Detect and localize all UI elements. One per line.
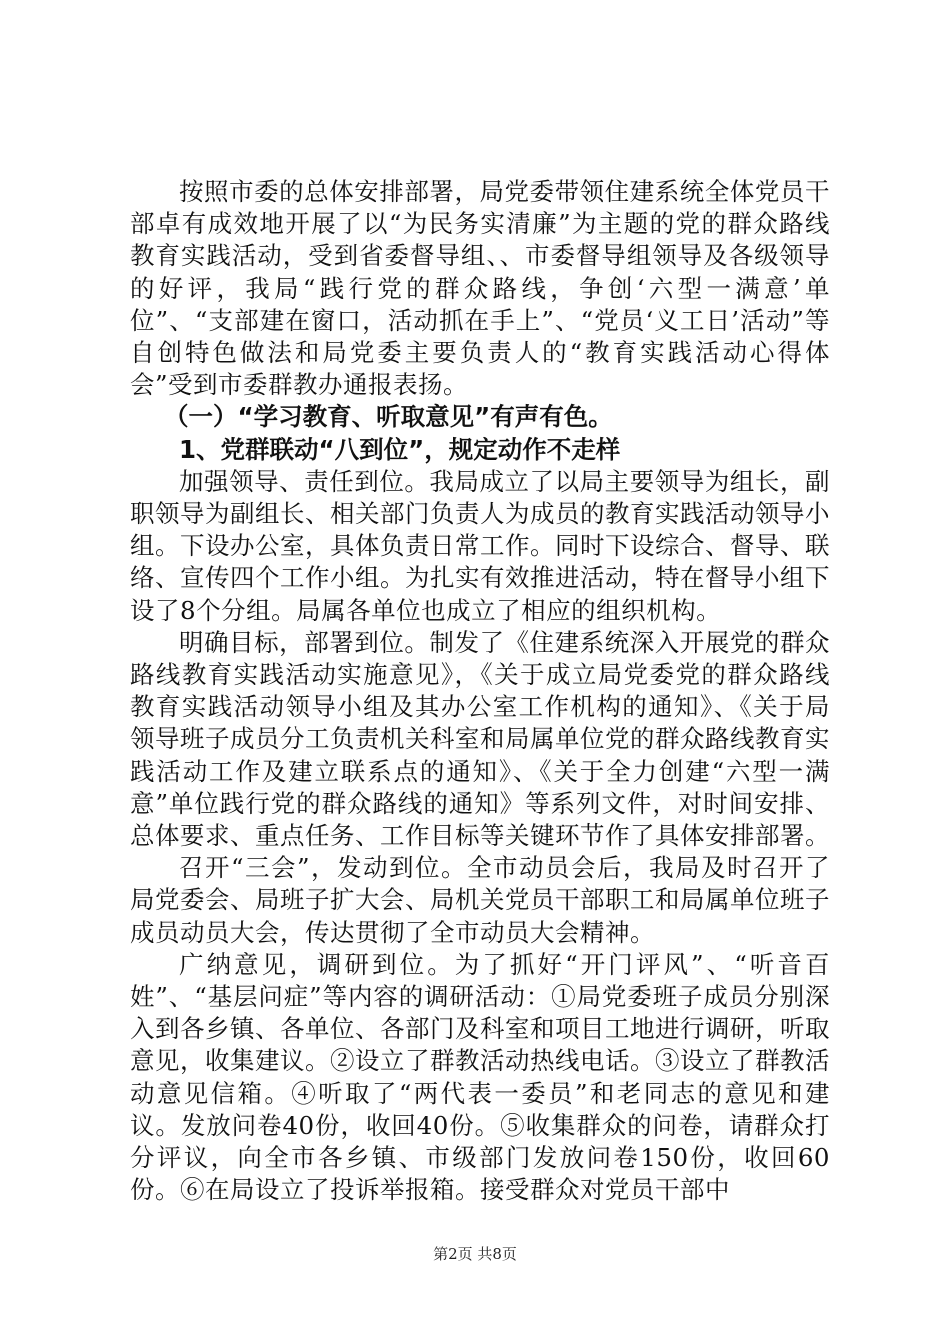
paragraph-leadership: 加强领导、责任到位。我局成立了以局主要领导为组长，副职领导为副组长、相关部门负责人为成员的教育实践活动领导小组。下设办公室，具体负责日常工作。同时下设综合、督导、联络、宣传四个工作小组。为扎实有效推进活动，特在督导小组下设了8个分组。局属各单位也成立了相应的组织机构。: [130, 466, 830, 625]
document-body: [130, 176, 830, 1207]
subsection-heading: 1、党群联动“八到位”，规定动作不走样: [179, 434, 621, 464]
page-number-footer: 第2页 共8页: [433, 1245, 517, 1263]
paragraph-goals: 明确目标，部署到位。制发了《住建系统深入开展党的群众路线教育实践活动实施意见》，《关于成立局党委党的群众路线教育实践活动领导小组及其办公室工作机构的通知》、《关于局领导班子成员分工负责机关科室和局属单位党的群众路线教育实践活动工作及建立联系点的通知》、《关于全力创建“六型一满意”单位践行党的群众路线的通知》等系列文件，对时间安排、总体要求、重点任务、工作目标等关键环节作了具体安排部署。: [130, 627, 830, 851]
paragraph-meetings: 召开“三会”，发动到位。全市动员会后，我局及时召开了局党委会、局班子扩大会、局机关党员干部职工和局属单位班子成员动员大会，传达贯彻了全市动员大会精神。: [130, 853, 830, 947]
section-heading: （一）“学习教育、听取意见”有声有色。: [164, 402, 613, 432]
paragraph-research: 广纳意见，调研到位。为了抓好“开门评风”、“听音百姓”、“基层问症”等内容的调研活动：①局党委班子成员分别深入到各乡镇、各单位、各部门及科室和项目工地进行调研，听取意见，收集建议。②设立了群教活动热线电话。③设立了群教活动意见信箱。④听取了“两代表一委员”和老同志的意见和建议。发放问卷40份，收回40份。⑤收集群众的问卷，请群众打分评议，向全市各乡镇、市级部门发放问卷150份，收回60份。⑥在局设立了投诉举报箱。接受群众对党员干部中: [130, 949, 830, 1205]
intro-paragraph: 按照市委的总体安排部署，局党委带领住建系统全体党员干部卓有成效地开展了以“为民务实清廉”为主题的党的群众路线教育实践活动，受到省委督导组、、市委督导组领导及各级领导的好评，我局“践行党的群众路线，争创‘六型一满意’单位”、“支部建在窗口，活动抓在手上”、“党员‘义工日’活动”等自创特色做法和局党委主要负责人的“教育实践活动心得体会”受到市委群教办通报表扬。: [130, 177, 830, 400]
